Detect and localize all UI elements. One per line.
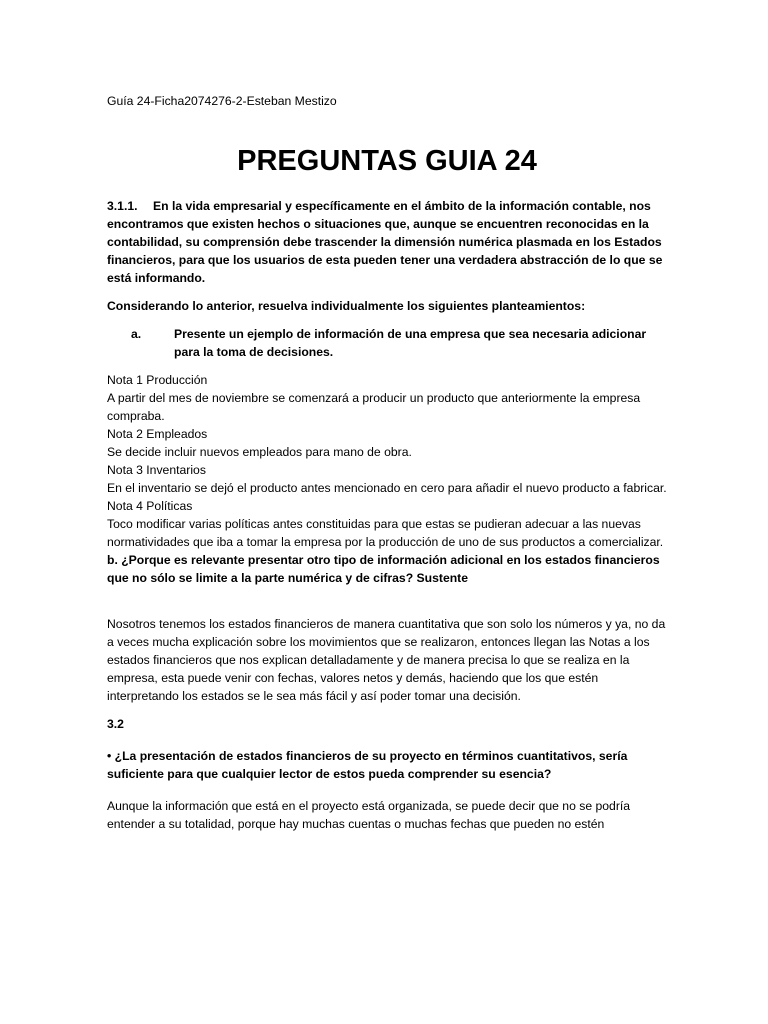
- note-body: En el inventario se dejó el producto antes mencionado en cero para añadir el nuevo producto a fabricar.: [107, 481, 667, 495]
- question-b: b. ¿Porque es relevante presentar otro tipo de información adicional en los estados financieros que no sólo se limite a la parte numérica y de cifras? Sustente: [107, 553, 660, 585]
- spacer: [107, 783, 667, 797]
- question-a: [107, 325, 667, 361]
- section-3-2-number: 3.2: [107, 717, 124, 731]
- note-body: Toco modificar varias políticas antes constituidas para que estas se pudieran adecuar a las nuevas normatividades que iba a tomar la empresa por la producción de uno de sus productos a comercializar.: [107, 517, 664, 549]
- section-number: 3.1.1.: [107, 199, 138, 213]
- instruction-text: Considerando lo anterior, resuelva individualmente los siguientes planteamientos:: [107, 299, 586, 313]
- note-heading: Nota 1 Producción: [107, 373, 208, 387]
- page-content: [107, 92, 667, 833]
- note-body: A partir del mes de noviembre se comenzará a producir un producto que anteriormente la empresa compraba.: [107, 391, 641, 423]
- section-3-1-1: [107, 197, 667, 287]
- note-body: Se decide incluir nuevos empleados para mano de obra.: [107, 445, 412, 459]
- document-header: Guía 24-Ficha2074276-2-Esteban Mestizo: [107, 94, 337, 108]
- section-text: En la vida empresarial y específicamente en el ámbito de la información contable, nos encontramos que existen hechos o situaciones que, aunque se encuentren reconocidas en la contabilidad, su comprensión debe trascender la dimensión numérica plasmada en los Estados financieros, para que los usuarios de esta pueden tener una verdadera abstracción de lo que se está informando.: [107, 199, 663, 285]
- spacer: [107, 587, 667, 615]
- question-a-text: Presente un ejemplo de información de una empresa que sea necesaria adicionar para la toma de decisiones.: [174, 327, 647, 359]
- section-3-2-question: • ¿La presentación de estados financieros de su proyecto en términos cuantitativos, sería suficiente para que cualquier lector de estos pueda comprender su esencia?: [107, 749, 628, 781]
- note-heading: Nota 4 Políticas: [107, 499, 193, 513]
- note-heading: Nota 2 Empleados: [107, 427, 208, 441]
- note-heading: Nota 3 Inventarios: [107, 463, 206, 477]
- section-3-2-answer: Aunque la información que está en el proyecto está organizada, se puede decir que no se podría entender a su totalidad, porque hay muchas cuentas o muchas fechas que pueden no estén: [107, 799, 631, 831]
- page-title: PREGUNTAS GUIA 24: [237, 145, 537, 177]
- answer-b: Nosotros tenemos los estados financieros de manera cuantitativa que son solo los números y ya, no da a veces mucha explicación sobre los movimientos que se realizaron, entonces llegan las Notas a los estados financieros que nos explican detalladamente y de manera precisa lo que se realiza en la empresa, esta puede venir con fechas, valores netos y demás, haciendo que los que estén interpretando los estados se le sea más fácil y así poder tomar una decisión.: [107, 617, 666, 703]
- question-a-label: a.: [131, 327, 142, 341]
- spacer: [107, 733, 667, 747]
